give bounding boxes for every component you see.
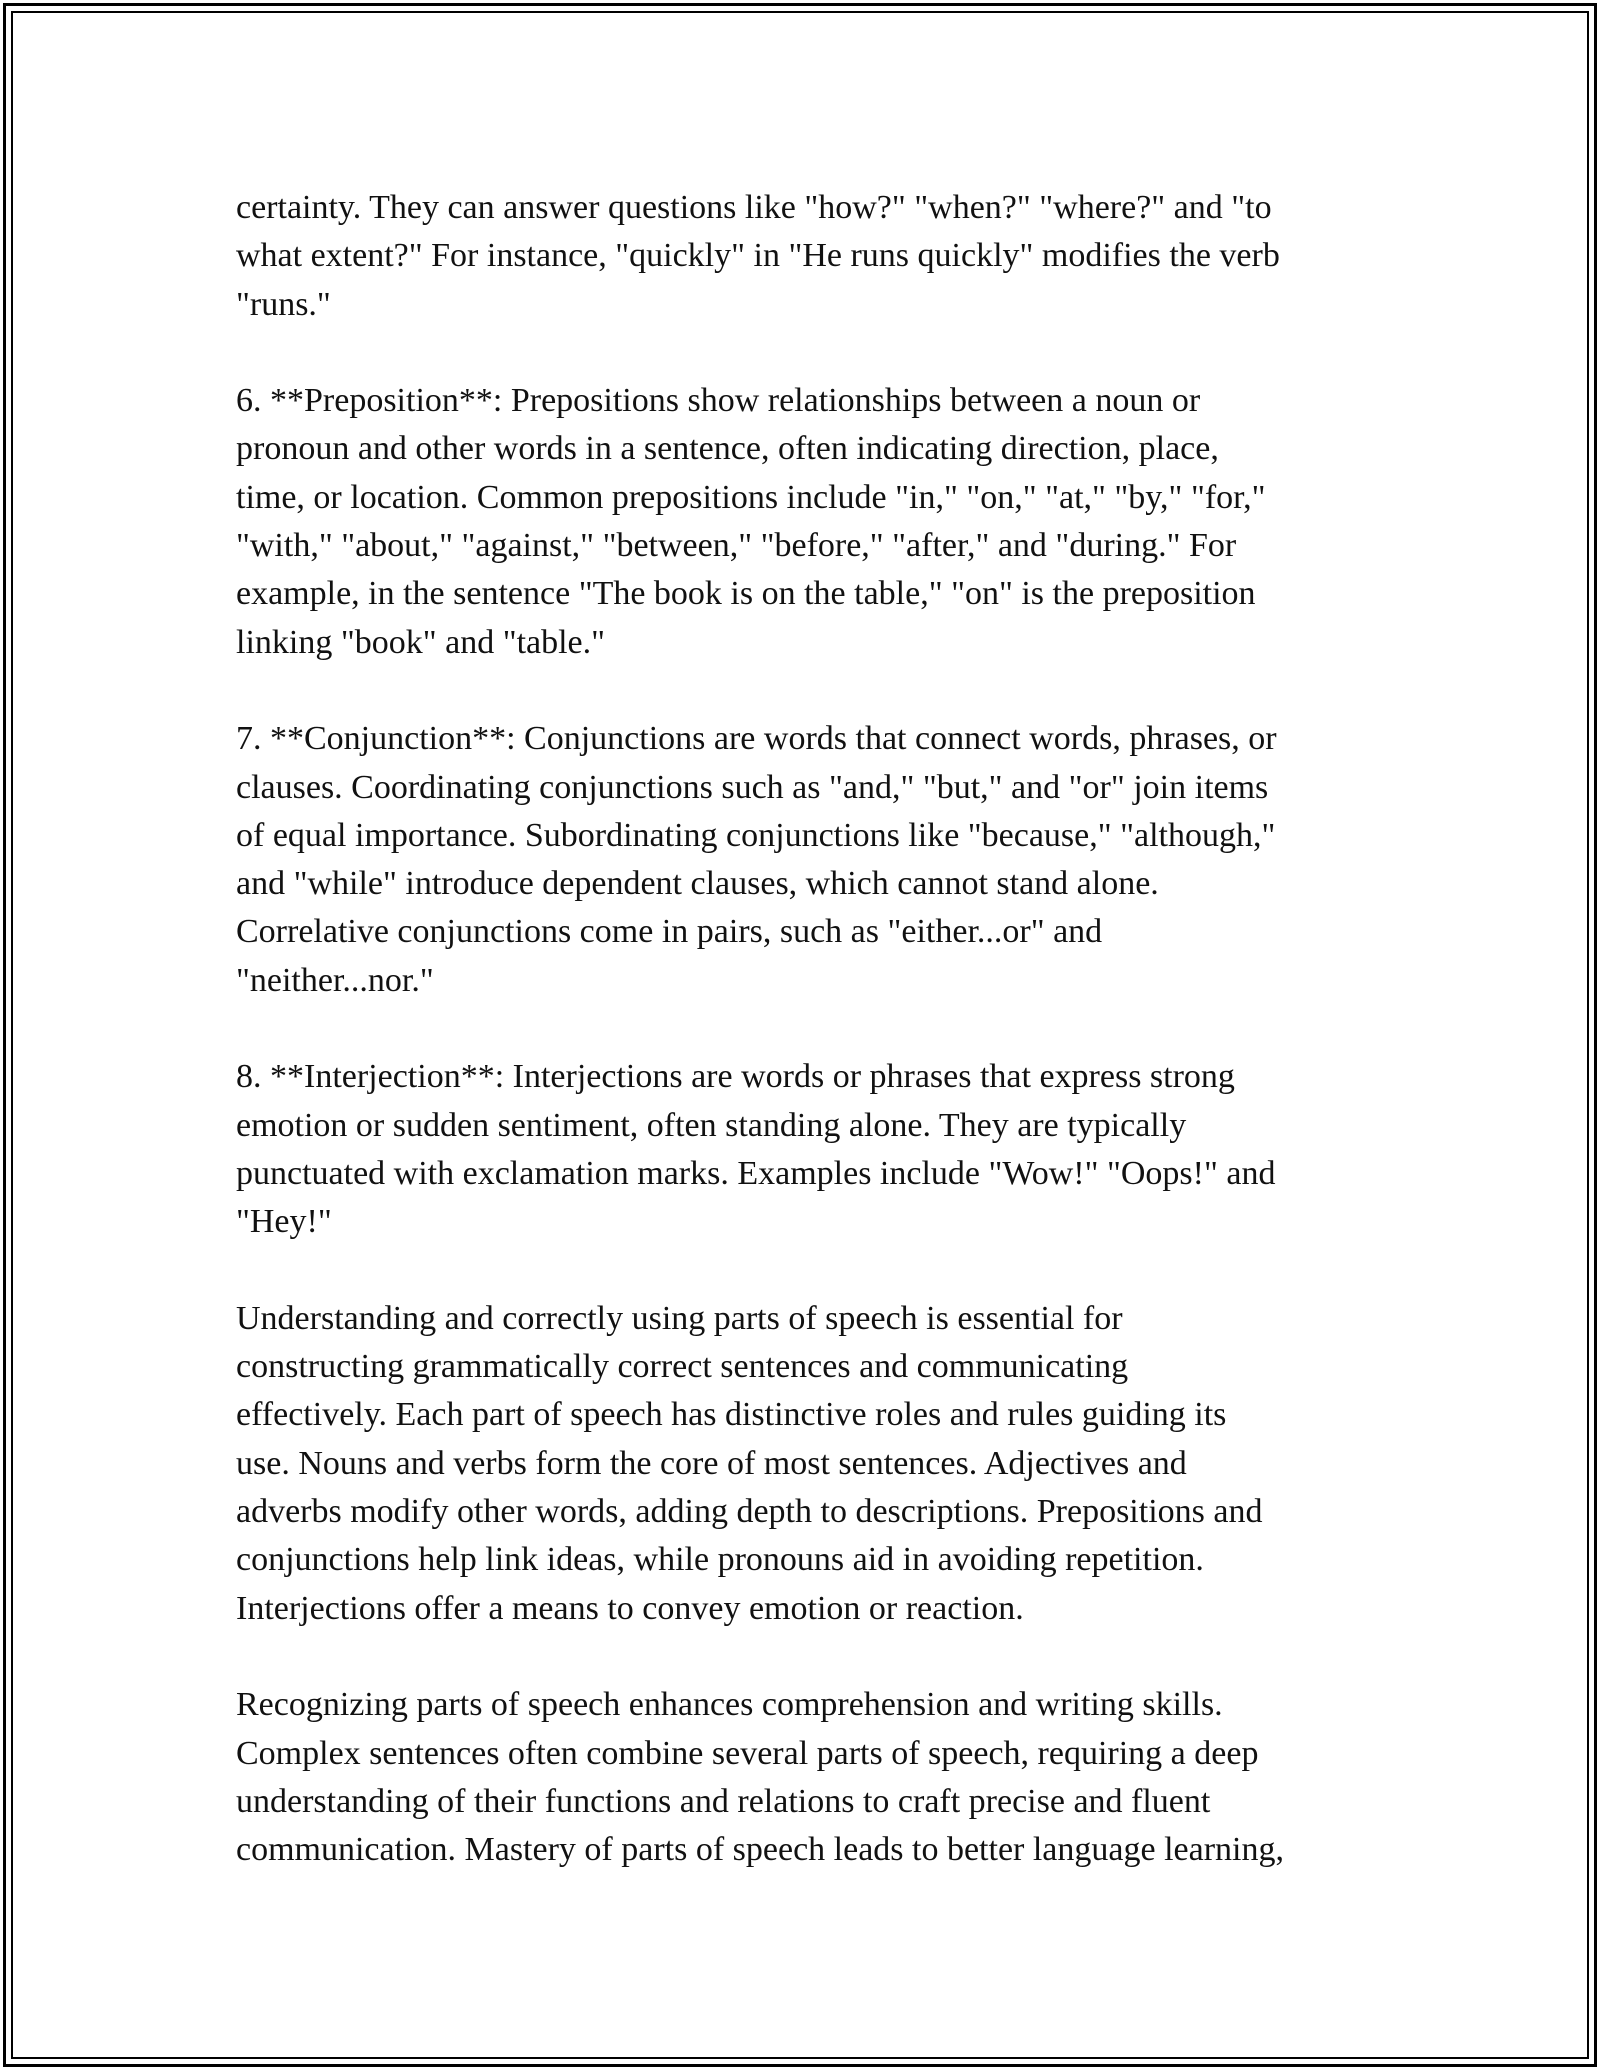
text-line: of equal importance. Subordinating conjunctions like "because," "although,": [236, 816, 1276, 854]
text-line: constructing grammatically correct sentences and communicating: [236, 1348, 1129, 1386]
text-line: pronoun and other words in a sentence, often indicating direction, place,: [236, 430, 1219, 468]
text-line: clauses. Coordinating conjunctions such as "and," "but," and "or" join items: [236, 768, 1269, 806]
paragraph-conjunction: [236, 715, 1376, 1005]
paragraph-summary: [236, 1295, 1376, 1633]
text-line: time, or location. Common prepositions include "in," "on," "at," "by," "for,": [236, 478, 1266, 516]
text-line: what extent?" For instance, "quickly" in "He runs quickly" modifies the verb: [236, 237, 1280, 275]
text-line: use. Nouns and verbs form the core of most sentences. Adjectives and: [236, 1444, 1187, 1482]
text-line: communication. Mastery of parts of speech leads to better language learning,: [236, 1831, 1284, 1869]
text-line: Complex sentences often combine several parts of speech, requiring a deep: [236, 1734, 1259, 1772]
paragraph-preposition: [236, 377, 1376, 667]
text-line: certainty. They can answer questions like "how?" "when?" "where?" and "to: [236, 189, 1272, 226]
text-line: and "while" introduce dependent clauses, which cannot stand alone.: [236, 865, 1159, 903]
text-line: "neither...nor.": [236, 961, 434, 999]
text-line: 6. **Preposition**: Prepositions show relationships between a noun or: [236, 382, 1201, 420]
text-line: Interjections offer a means to convey emotion or reaction.: [236, 1589, 1024, 1627]
text-line: Correlative conjunctions come in pairs, such as "either...or" and: [236, 913, 1103, 951]
paragraph-interjection: [236, 1053, 1376, 1246]
text-line: emotion or sudden sentiment, often standing alone. They are typically: [236, 1106, 1187, 1144]
text-line: "with," "about," "against," "between," "before," "after," and "during." For: [236, 527, 1237, 565]
text-line: effectively. Each part of speech has distinctive roles and rules guiding its: [236, 1396, 1227, 1434]
paragraph-adverb-continuation: [236, 184, 1376, 329]
text-line: 8. **Interjection**: Interjections are words or phrases that express strong: [236, 1058, 1235, 1096]
text-line: understanding of their functions and relations to craft precise and fluent: [236, 1782, 1211, 1820]
document-body: [236, 184, 1376, 1923]
text-line: "runs.": [236, 285, 331, 323]
text-line: punctuated with exclamation marks. Examples include "Wow!" "Oops!" and: [236, 1154, 1276, 1192]
text-line: adverbs modify other words, adding depth to descriptions. Prepositions and: [236, 1493, 1263, 1531]
text-line: conjunctions help link ideas, while pronouns aid in avoiding repetition.: [236, 1541, 1204, 1579]
text-line: Recognizing parts of speech enhances comprehension and writing skills.: [236, 1686, 1223, 1724]
paragraph-conclusion: [236, 1681, 1376, 1874]
text-line: "Hey!": [236, 1203, 332, 1241]
text-line: 7. **Conjunction**: Conjunctions are words that connect words, phrases, or: [236, 720, 1277, 758]
text-line: example, in the sentence "The book is on the table," "on" is the preposition: [236, 575, 1256, 613]
text-line: linking "book" and "table.": [236, 623, 606, 661]
text-line: Understanding and correctly using parts of speech is essential for: [236, 1299, 1123, 1337]
